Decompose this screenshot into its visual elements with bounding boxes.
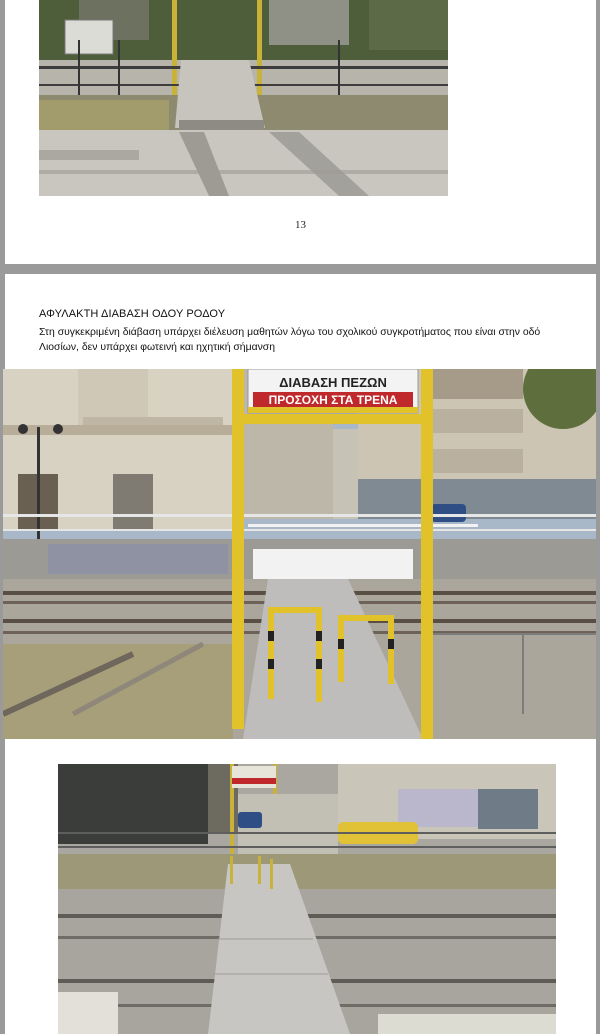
photo-railway-crossing-top bbox=[39, 0, 448, 196]
section-title: ΑΦΥΛΑΚΤΗ ΔΙΑΒΑΣΗ ΟΔΟΥ ΡΟΔΟΥ bbox=[39, 308, 226, 320]
page-number: 13 bbox=[295, 219, 306, 231]
photo-unguarded-crossing-wide bbox=[3, 369, 596, 739]
photo-unguarded-crossing-track-view bbox=[58, 764, 556, 1034]
sign-text-watch-trains: ΠΡΟΣΟΧΗ ΣΤΑ ΤΡΕΝΑ bbox=[268, 393, 398, 407]
document-page-13 bbox=[5, 0, 596, 264]
section-description: Στη συγκεκριμένη διάβαση υπάρχει διέλευση μαθητών λόγω του σχολικού συγκροτήματος που είναι στην οδό Λιοσίων, δεν υπάρχει φωτεινή και ηχητική σήμανση bbox=[39, 327, 541, 353]
document-page-14 bbox=[5, 274, 596, 1034]
sign-text-pedestrian-crossing: ΔΙΑΒΑΣΗ ΠΕΖΩΝ bbox=[279, 375, 387, 390]
